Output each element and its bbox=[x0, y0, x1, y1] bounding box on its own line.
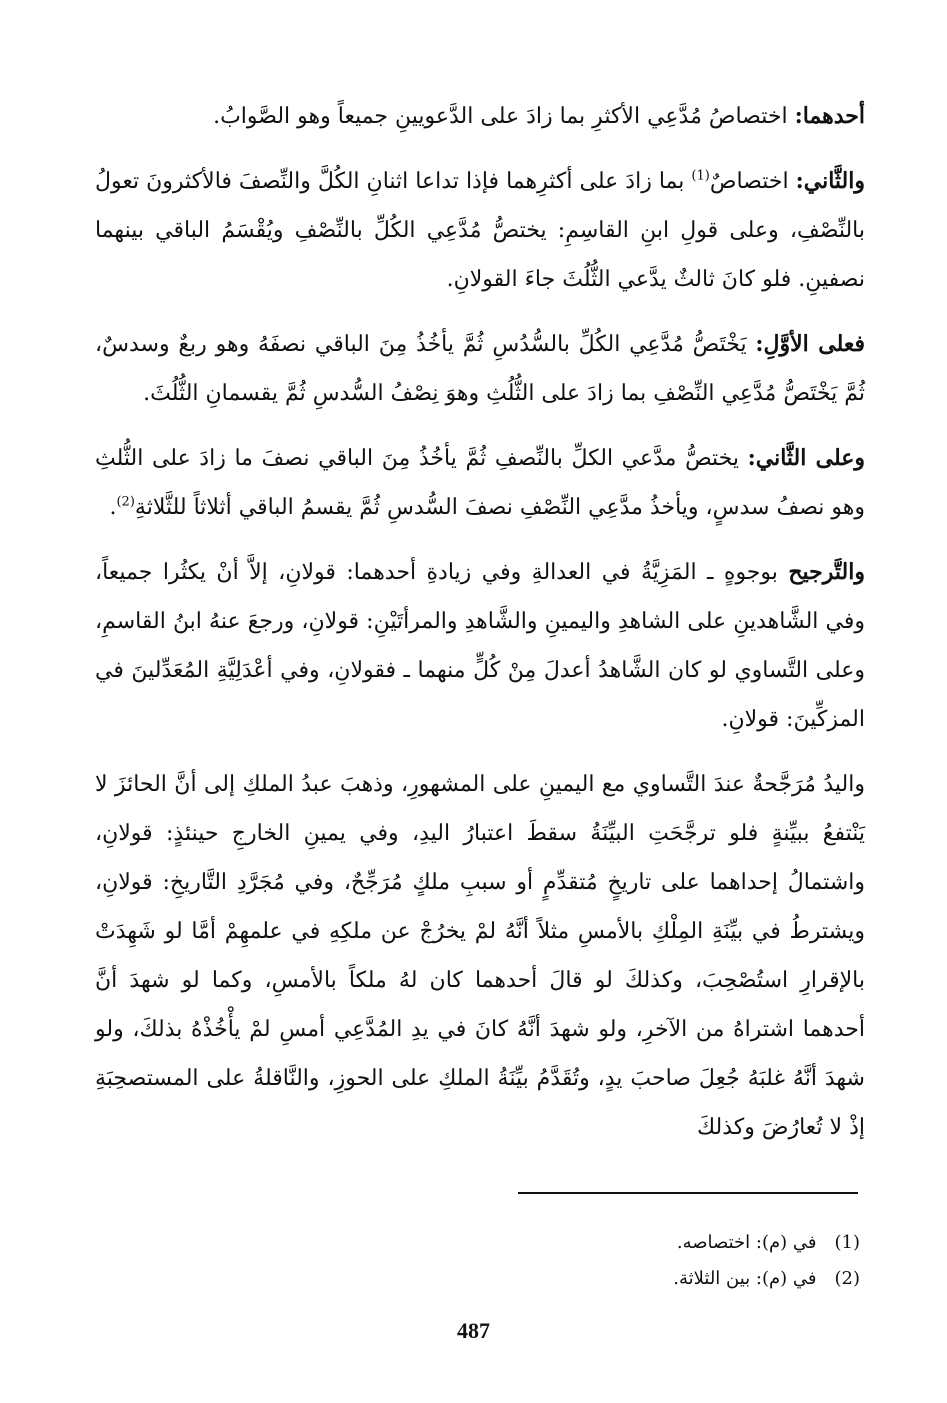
paragraph-lead: والتَّرجيح bbox=[788, 559, 865, 585]
footnote-2 bbox=[95, 1261, 860, 1297]
footnote-text: في (م): اختصاصه. bbox=[676, 1232, 817, 1253]
paragraph-2 bbox=[95, 157, 865, 304]
paragraph-1 bbox=[95, 92, 865, 141]
paragraph-text: اختصاصُ مُدَّعِي الأكثرِ بما زادَ على الدَّعويينِ جميعاً وهو الصَّوابُ. bbox=[213, 104, 795, 129]
paragraph-4 bbox=[95, 434, 865, 532]
paragraph-text: يختصُّ مدَّعي الكلِّ بالنِّصفِ ثُمَّ يأخُذُ مِنَ الباقي نصفَ ما زادَ على الثُّلثِ وهو نصفُ سدسٍ، ويأخذُ مدَّعِي النِّصْفِ نصفَ السُّدسِ ثُمَّ يقسمُ الباقي أثلاثاً للثَّلاثةِ bbox=[95, 446, 865, 520]
page-number: 487 bbox=[457, 1318, 490, 1343]
footnote-1 bbox=[95, 1225, 860, 1261]
paragraph-3 bbox=[95, 320, 865, 418]
footnote-number: (2) bbox=[834, 1268, 860, 1289]
paragraph-lead: وعلى الثَّاني: bbox=[747, 445, 865, 471]
paragraph-text-continued: بما زادَ على أكثرِهما فإذا تداعا اثنانِ الكُلَّ والنِّصفَ فالأكثرونَ تعولُ بالنِّصْفِ، وعلى قولِ ابنِ القاسِمِ: يختصُّ مُدَّعِي الكُلِّ بالنِّصْفِ ويُقْسَمُ الباقي بينهما نصفينِ. فلو كانَ ثالثٌ يدَّعي الثُّلُثَ جاءَ القولانِ. bbox=[95, 169, 865, 292]
paragraph-text: بوجوهٍ ـ المَزِيَّةُ في العدالةِ وفي زيادةِ أحدهما: قولانِ، إلاَّ أنْ يكثُرا جميعاً، وفي الشَّاهدينِ على الشاهدِ واليمينِ والشَّاهدِ والمرأتَيْنِ: قولانِ، ورجعَ عنهُ ابنُ القاسمِ، وعلى التَّساوي لو كان الشَّاهدُ أعدلَ مِنْ كُلٍّ منهما ـ فقولانِ، وفي أعْدَلِيَّةِ المُعَدِّلينَ في المزكِّينَ: قولانِ. bbox=[95, 560, 865, 732]
footnote-marker: (2) bbox=[116, 494, 135, 510]
paragraph-5 bbox=[95, 548, 865, 744]
paragraph-6 bbox=[95, 760, 865, 1152]
footnote-marker: (1) bbox=[691, 168, 710, 184]
paragraph-text: يَخْتَصُّ مُدَّعِي الكُلِّ بالسُّدُسِ ثُمَّ يأخُذُ مِنَ الباقي نصفَهُ وهو ربعٌ وسدسٌ، ثُمَّ يَخْتَصُّ مُدَّعِي النِّصْفِ بما زادَ على الثُّلُثِ وهوَ نِصْفُ السُّدسِ ثُمَّ يقسمانِ الثُّلُثَ. bbox=[95, 332, 865, 406]
paragraph-text: واليدُ مُرَجَّحةٌ عندَ التَّساوي مع اليمينِ على المشهورِ، وذهبَ عبدُ الملكِ إلى أنَّ الحائزَ لا يَنْتفعُ ببيِّنةٍ فلو ترجَّحَتِ البيِّنَةُ سقطَ اعتبارُ اليدِ، وفي يمينِ الخارجِ حينئذٍ: قولانِ، واشتمالُ إحداهما على تاريخٍ مُتقدِّمٍ أو سببِ ملكٍ مُرَجِّحٌ، وفي مُجَرَّدِ التَّاريخِ: قولانِ، ويشترطُ في بيِّنَةِ المِلْكِ بالأمسِ مثلاً أنَّهُ لمْ يخرُجْ عن ملكِهِ في علمهِمْ أمَّا لو شَهِدَتْ بالإقرارِ استُصْحِبَ، وكذلكَ لو قالَ أحدهما كان لهُ ملكاً بالأمسِ، وكما لو شهدَ أنَّ أحدهما اشتراهُ من الآخرِ، ولو شهدَ أنَّهُ كانَ في يدِ المُدَّعِي أمسِ لمْ يأْخُذْهُ بذلكَ، ولو شهدَ أنَّهُ غلبَهُ جُعِلَ صاحبَ يدٍ، وتُقَدَّمُ بيِّنَةُ الملكِ على الحوزِ، والنَّاقلةُ على المستصحِبَةِ إذْ لا تُعارُضَ وكذلكَ bbox=[95, 772, 865, 1140]
paragraph-text: اختصاصٌ bbox=[709, 169, 796, 194]
paragraph-lead: والثَّاني: bbox=[795, 168, 865, 194]
footnotes bbox=[95, 1225, 860, 1297]
page-body bbox=[95, 92, 865, 1168]
paragraph-lead: أحدهما: bbox=[794, 103, 865, 129]
footnote-divider bbox=[518, 1192, 858, 1194]
footnote-number: (1) bbox=[834, 1232, 860, 1253]
paragraph-lead: فعلى الأوَّلِ: bbox=[755, 331, 865, 357]
paragraph-text-continued: . bbox=[109, 495, 117, 520]
footnote-text: في (م): بين الثلاثة. bbox=[673, 1268, 817, 1289]
